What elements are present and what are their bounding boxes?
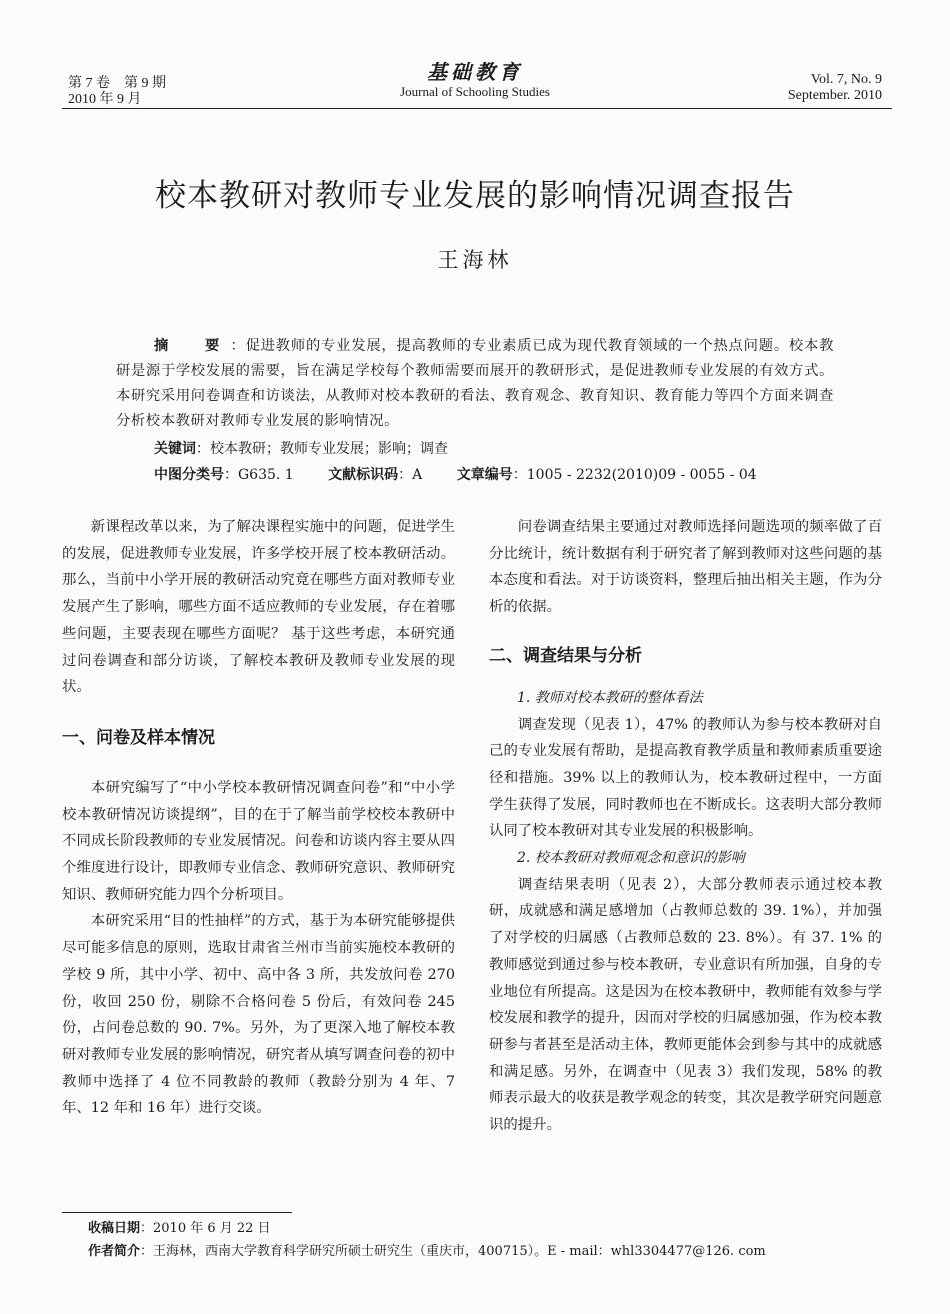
keywords-text: ：校本教研；教师专业发展；影响；调查 [196,441,448,457]
date-en: September. 2010 [787,88,882,103]
doc-code-value: ：A [398,467,423,483]
classification-line [154,464,787,486]
abstract [116,334,834,434]
abstract-text: ：促进教师的专业发展，提高教师的专业素质已成为现代教育领域的一个热点问题。校本教研是源于学校发展的需要，旨在满足学校每个教师需要而展开的教研形式，是促进教师专业发展的有效方式。本研究采用问卷调查和访谈法，从教师对校本教研的看法、教育观念、教育知识、教育能力等四个方面来调查分析校本教研对教师专业发展的影响情况。 [116,338,835,429]
footnote-divider [62,1212,292,1213]
right-column [489,514,882,1139]
section-1-paragraph-1: 本研究编写了“中小学校本教研情况调查问卷”和“中小学校本教研情况访谈提纲”，目的在于了解当前学校校本教研中不同成长阶段教师的专业发展情况。问卷和访谈内容主要从四个维度进行设计，即教师专业信念、教师研究意识、教师研究知识、教师研究能力四个分析项目。 [62,779,455,903]
author-bio-value: ：王海林，西南大学教育科学研究所硕士研究生（重庆市，400715）。E - mail：whl3304477@126. com [140,1244,766,1259]
footnote-author-bio [88,1241,766,1263]
date-cn: 2010 年 9 月 [68,92,142,107]
author-bio-label: 作者简介 [88,1244,141,1259]
keywords-label: 关键词 [154,441,196,457]
section-1-paragraph-2: 本研究采用“目的性抽样”的方式，基于为本研究能够提供尽可能多信息的原则，选取甘肃省兰州市当前实施校本教研的学校 9 所，其中小学、初中、高中各 3 所，共发放问卷 270 份，收回 250 份，剔除不合格问卷 5 份后，有效问卷 245 份，占问卷总数的 90. 7%。另外，为了更深入地了解校本教研对教师专业发展的影响情况，研究者从填写调查问卷的初中教师中选择了 4 位不同教龄的教师（教龄分别为 4 年、7 年、12 年和 16 年）进行交谈。 [62,913,455,1117]
subsection-2-paragraph: 调查结果表明（见表 2），大部分教师表示通过校本教研，成就感和满足感增加（占教师总数的 39. 1%），并加强了对学校的归属感（占教师总数的 23. 8%）。有 37. 1% 的教师感觉到通过参与校本教研，专业意识有所加强，自身的专业地位有所提高。这是因为在校本教研中，教师能有效参与学校发展和教学的提升，因而对学校的归属感加强，作为校本教研参与者甚至是活动主体，教师更能体会到参与其中的成就感和满足感。另外，在调查中（见表 3）我们发现，58% 的教师表示最大的收获是教学观念的转变，其次是教学研究问题意识的提升。 [489,876,882,1134]
footnote-received [88,1218,271,1240]
journal-name-cn: 基础教育 [427,62,523,84]
right-paragraph-1: 问卷调查结果主要通过对教师选择问题选项的频率做了百分比统计，统计数据有利于研究者了解到教师对这些问题的基本态度和看法。对于访谈资料，整理后抽出相关主题，作为分析的依据。 [489,519,882,616]
article-number-label: 文章编号 [456,467,513,483]
subsection-1-paragraph: 调查发现（见表 1），47% 的教师认为参与校本教研对自己的专业发展有帮助，是提高教育教学质量和教师素质重要途径和措施。39% 以上的教师认为，校本教研过程中，一方面学生获得了发展，同时教师也在不断成长。这表明大部分教师认同了校本教研对其专业发展的积极影响。 [489,716,882,840]
subsection-2-heading: 2. 校本教研对教师观念和意识的影响 [517,850,745,867]
abstract-label: 摘 要 [154,338,231,354]
clc-value: ：G635. 1 [224,467,294,483]
clc-label: 中图分类号 [154,467,224,483]
section-2-heading: 二、调查结果与分析 [489,645,642,666]
header-right [788,72,882,104]
received-label: 收稿日期 [88,1221,141,1236]
author-name: 王海林 [437,248,513,272]
left-column [62,514,455,1122]
document-code [328,464,422,486]
doc-code-label: 文献标识码 [328,467,399,483]
journal-name-en: Journal of Schooling Studies [400,84,550,99]
article-number [457,464,757,486]
section-1-heading: 一、问卷及样本情况 [62,727,215,748]
keywords [154,438,448,460]
clc-number [154,464,294,486]
volume-issue-en: Vol. 7, No. 9 [810,72,882,87]
intro-paragraph: 新课程改革以来，为了解决课程实施中的问题，促进学生的发展，促进教师专业发展，许多学校开展了校本教研活动。那么，当前中小学开展的教研活动究竟在哪些方面对教师专业发展产生了影响，哪些方面不适应教师的专业发展，存在着哪些问题，主要表现在哪些方面呢？ 基于这些考虑，本研究通过问卷调查和部分访谈，了解校本教研及教师专业发展的现状。 [62,519,455,696]
subsection-1-heading: 1. 教师对校本教研的整体看法 [517,689,703,706]
received-value: ：2010 年 6 月 22 日 [140,1221,271,1236]
paper-title: 校本教研对教师专业发展的影响情况调查报告 [155,178,795,214]
header-divider [62,108,892,109]
volume-issue-cn: 第 7 卷 第 9 期 [68,76,166,91]
article-number-value: ：1005 - 2232(2010)09 - 0055 - 04 [512,467,757,483]
